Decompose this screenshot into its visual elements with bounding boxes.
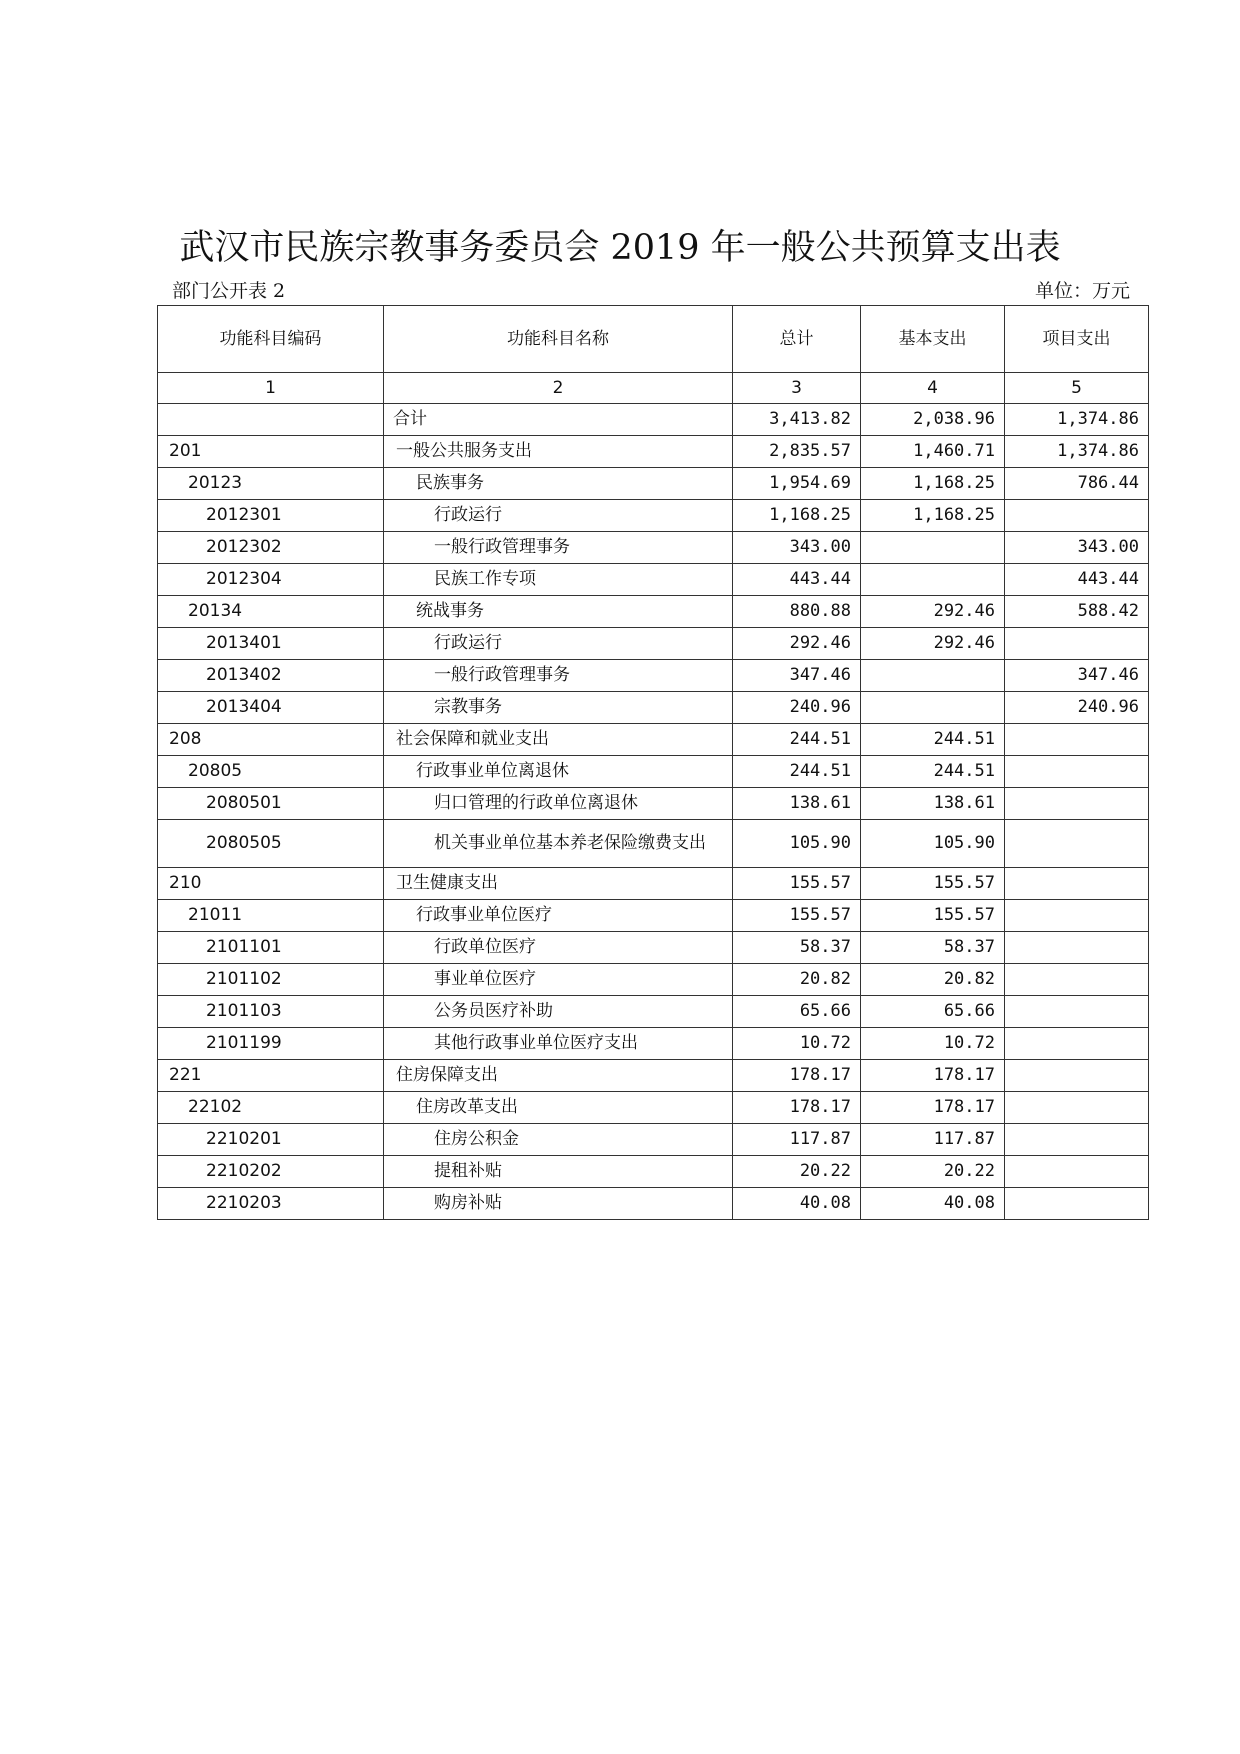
name-cell: 统战事务	[384, 596, 733, 628]
total-cell: 105.90	[733, 820, 861, 868]
code-cell: 210	[158, 868, 384, 900]
table-row	[158, 820, 1149, 868]
total-cell: 244.51	[733, 724, 861, 756]
total-cell: 347.46	[733, 660, 861, 692]
column-number: 5	[1005, 373, 1149, 404]
total-cell: 20.82	[733, 964, 861, 996]
basic-cell: 2,038.96	[861, 404, 1005, 436]
budget-table	[157, 305, 1149, 1220]
basic-cell: 178.17	[861, 1060, 1005, 1092]
basic-cell	[861, 532, 1005, 564]
code-cell: 2101102	[158, 964, 384, 996]
total-cell: 443.44	[733, 564, 861, 596]
code-cell: 2101103	[158, 996, 384, 1028]
project-cell	[1005, 1188, 1149, 1220]
code-cell	[158, 404, 384, 436]
code-cell: 201	[158, 436, 384, 468]
code-cell: 2013402	[158, 660, 384, 692]
project-cell: 240.96	[1005, 692, 1149, 724]
total-cell: 292.46	[733, 628, 861, 660]
table-row	[158, 628, 1149, 660]
total-cell: 10.72	[733, 1028, 861, 1060]
basic-cell	[861, 692, 1005, 724]
name-cell: 提租补贴	[384, 1156, 733, 1188]
project-cell	[1005, 820, 1149, 868]
table-row	[158, 1124, 1149, 1156]
project-cell: 786.44	[1005, 468, 1149, 500]
code-cell: 2101101	[158, 932, 384, 964]
name-cell: 行政单位医疗	[384, 932, 733, 964]
basic-cell: 138.61	[861, 788, 1005, 820]
code-cell: 2012302	[158, 532, 384, 564]
basic-cell: 1,460.71	[861, 436, 1005, 468]
table-row	[158, 1156, 1149, 1188]
project-cell	[1005, 868, 1149, 900]
project-cell	[1005, 724, 1149, 756]
basic-cell	[861, 564, 1005, 596]
header-code: 功能科目编码	[158, 306, 384, 373]
name-cell: 购房补贴	[384, 1188, 733, 1220]
table-row	[158, 532, 1149, 564]
name-cell: 行政事业单位医疗	[384, 900, 733, 932]
name-cell: 其他行政事业单位医疗支出	[384, 1028, 733, 1060]
project-cell	[1005, 932, 1149, 964]
name-cell: 宗教事务	[384, 692, 733, 724]
table-row	[158, 900, 1149, 932]
table-id-label: 部门公开表 2	[172, 280, 286, 302]
project-cell	[1005, 500, 1149, 532]
page-title: 武汉市民族宗教事务委员会 2019 年一般公共预算支出表	[179, 228, 1061, 268]
name-cell: 民族事务	[384, 468, 733, 500]
project-cell	[1005, 1156, 1149, 1188]
table-row	[158, 868, 1149, 900]
name-cell: 社会保障和就业支出	[384, 724, 733, 756]
project-cell: 443.44	[1005, 564, 1149, 596]
project-cell: 347.46	[1005, 660, 1149, 692]
code-cell: 2080501	[158, 788, 384, 820]
code-cell: 21011	[158, 900, 384, 932]
basic-cell: 292.46	[861, 628, 1005, 660]
header-basic: 基本支出	[861, 306, 1005, 373]
column-number: 2	[384, 373, 733, 404]
table-row	[158, 932, 1149, 964]
table-row	[158, 756, 1149, 788]
name-cell: 卫生健康支出	[384, 868, 733, 900]
basic-cell: 10.72	[861, 1028, 1005, 1060]
total-cell: 65.66	[733, 996, 861, 1028]
project-cell	[1005, 628, 1149, 660]
name-cell: 行政运行	[384, 500, 733, 532]
code-cell: 2013404	[158, 692, 384, 724]
basic-cell: 105.90	[861, 820, 1005, 868]
table-row	[158, 660, 1149, 692]
basic-cell: 1,168.25	[861, 500, 1005, 532]
name-cell: 合计	[384, 404, 733, 436]
table-row	[158, 724, 1149, 756]
table-row	[158, 788, 1149, 820]
total-cell: 155.57	[733, 900, 861, 932]
project-cell	[1005, 1092, 1149, 1124]
total-cell: 20.22	[733, 1156, 861, 1188]
column-number: 4	[861, 373, 1005, 404]
total-cell: 244.51	[733, 756, 861, 788]
name-cell: 住房改革支出	[384, 1092, 733, 1124]
total-cell: 117.87	[733, 1124, 861, 1156]
basic-cell: 58.37	[861, 932, 1005, 964]
column-number: 3	[733, 373, 861, 404]
project-cell	[1005, 1028, 1149, 1060]
table-row	[158, 564, 1149, 596]
table-row	[158, 964, 1149, 996]
total-cell: 58.37	[733, 932, 861, 964]
code-cell: 221	[158, 1060, 384, 1092]
table-row	[158, 1060, 1149, 1092]
total-cell: 178.17	[733, 1060, 861, 1092]
code-cell: 2013401	[158, 628, 384, 660]
basic-cell: 65.66	[861, 996, 1005, 1028]
basic-cell: 40.08	[861, 1188, 1005, 1220]
table-body	[158, 404, 1149, 1220]
table-row	[158, 1188, 1149, 1220]
basic-cell: 117.87	[861, 1124, 1005, 1156]
name-cell: 事业单位医疗	[384, 964, 733, 996]
total-row	[158, 404, 1149, 436]
basic-cell: 20.22	[861, 1156, 1005, 1188]
project-cell: 1,374.86	[1005, 436, 1149, 468]
basic-cell: 155.57	[861, 900, 1005, 932]
table-row	[158, 468, 1149, 500]
basic-cell: 155.57	[861, 868, 1005, 900]
basic-cell	[861, 660, 1005, 692]
table-row	[158, 596, 1149, 628]
total-cell: 240.96	[733, 692, 861, 724]
code-cell: 2210201	[158, 1124, 384, 1156]
total-cell: 1,954.69	[733, 468, 861, 500]
project-cell	[1005, 996, 1149, 1028]
table-row	[158, 692, 1149, 724]
project-cell: 343.00	[1005, 532, 1149, 564]
table-row	[158, 996, 1149, 1028]
table-row	[158, 436, 1149, 468]
project-cell	[1005, 788, 1149, 820]
total-cell: 2,835.57	[733, 436, 861, 468]
total-cell: 1,168.25	[733, 500, 861, 532]
table-row	[158, 1028, 1149, 1060]
project-cell	[1005, 756, 1149, 788]
name-cell: 公务员医疗补助	[384, 996, 733, 1028]
column-number: 1	[158, 373, 384, 404]
project-cell	[1005, 1124, 1149, 1156]
total-cell: 155.57	[733, 868, 861, 900]
table-row	[158, 500, 1149, 532]
project-cell: 1,374.86	[1005, 404, 1149, 436]
code-cell: 2210203	[158, 1188, 384, 1220]
header-project: 项目支出	[1005, 306, 1149, 373]
basic-cell: 178.17	[861, 1092, 1005, 1124]
name-cell: 行政运行	[384, 628, 733, 660]
project-cell	[1005, 1060, 1149, 1092]
code-cell: 2080505	[158, 820, 384, 868]
name-cell: 住房公积金	[384, 1124, 733, 1156]
code-cell: 20123	[158, 468, 384, 500]
header-total: 总计	[733, 306, 861, 373]
header-name: 功能科目名称	[384, 306, 733, 373]
total-cell: 178.17	[733, 1092, 861, 1124]
total-cell: 3,413.82	[733, 404, 861, 436]
name-cell: 住房保障支出	[384, 1060, 733, 1092]
name-cell: 归口管理的行政单位离退休	[384, 788, 733, 820]
code-cell: 208	[158, 724, 384, 756]
code-cell: 20805	[158, 756, 384, 788]
name-cell: 一般公共服务支出	[384, 436, 733, 468]
name-cell: 机关事业单位基本养老保险缴费支出	[384, 820, 733, 868]
code-cell: 2012304	[158, 564, 384, 596]
name-cell: 一般行政管理事务	[384, 532, 733, 564]
basic-cell: 1,168.25	[861, 468, 1005, 500]
name-cell: 一般行政管理事务	[384, 660, 733, 692]
total-cell: 343.00	[733, 532, 861, 564]
code-cell: 2210202	[158, 1156, 384, 1188]
basic-cell: 20.82	[861, 964, 1005, 996]
project-cell: 588.42	[1005, 596, 1149, 628]
total-cell: 138.61	[733, 788, 861, 820]
total-cell: 880.88	[733, 596, 861, 628]
header-row	[158, 306, 1149, 373]
code-cell: 22102	[158, 1092, 384, 1124]
code-cell: 20134	[158, 596, 384, 628]
basic-cell: 244.51	[861, 724, 1005, 756]
total-cell: 40.08	[733, 1188, 861, 1220]
project-cell	[1005, 964, 1149, 996]
name-cell: 行政事业单位离退休	[384, 756, 733, 788]
project-cell	[1005, 900, 1149, 932]
basic-cell: 244.51	[861, 756, 1005, 788]
code-cell: 2101199	[158, 1028, 384, 1060]
basic-cell: 292.46	[861, 596, 1005, 628]
code-cell: 2012301	[158, 500, 384, 532]
unit-label: 单位：万元	[1035, 280, 1131, 302]
name-cell: 民族工作专项	[384, 564, 733, 596]
column-number-row	[158, 373, 1149, 404]
table-row	[158, 1092, 1149, 1124]
